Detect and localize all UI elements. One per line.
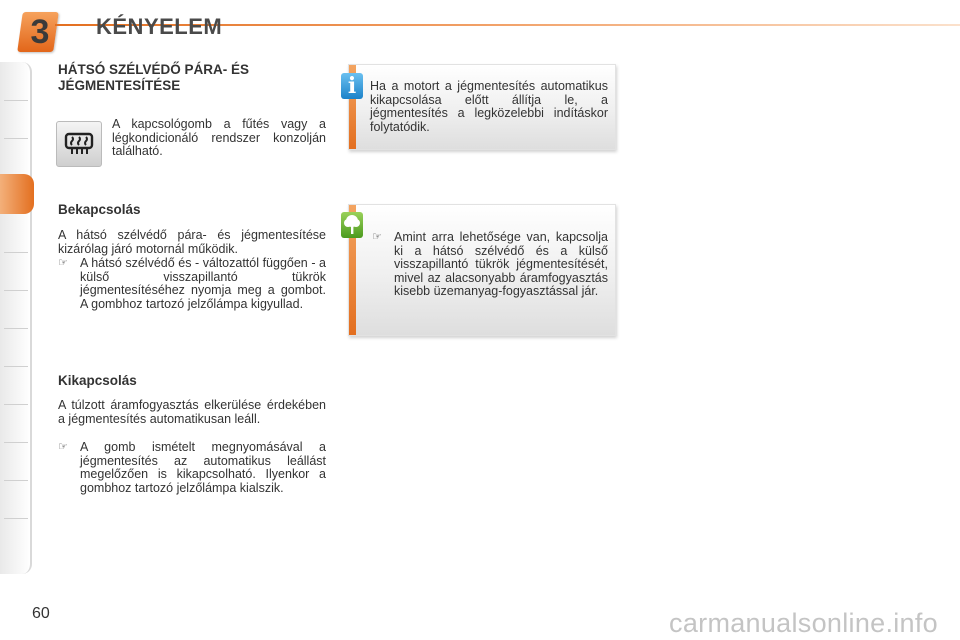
switch-on-bullet [58,257,326,311]
tab-separator [4,138,28,139]
tab-separator [4,252,28,253]
tab-separator [4,442,28,443]
switch-off-paragraph: A túlzott áramfogyasztás elkerülése érdekében a jégmentesítés automatikusan leáll. [58,398,326,426]
eco-tree-icon [341,212,363,238]
section-title-line-2: JÉGMENTESÍTÉSE [58,78,181,93]
info-icon: i [341,73,363,99]
rear-defrost-icon-graphic [63,131,95,157]
chapter-title: KÉNYELEM [96,14,223,39]
section-title [58,62,328,94]
tab-separator [4,290,28,291]
active-chapter-tab[interactable] [0,174,34,214]
eco-tree-icon-graphic [341,212,363,238]
tab-separator [4,518,28,519]
tab-separator [4,366,28,367]
eco-tip-bullet [372,231,608,299]
tab-separator [4,480,28,481]
intro-text: A kapcsológomb a fűtés vagy a légkondicionáló rendszer konzolján található. [112,117,326,158]
eco-tip-text: Amint arra lehetősége van, kapcsolja ki a hátsó szélvédő és a külső visszapillantó tükrök jégmentesítését, mivel az alacsonyabb áramfogyasztás kisebb üzemanyag-fogyasztással jár. [394,230,608,298]
chapter-tab-strip [0,62,34,576]
switch-off-bullet [58,441,326,495]
tab-separator [4,328,28,329]
section-title-line-1: HÁTSÓ SZÉLVÉDŐ PÁRA- ÉS [58,62,250,77]
pointing-hand-icon: ☞ [58,441,68,453]
rear-defrost-icon [56,121,102,167]
switch-on-bullet-text: A hátsó szélvédő és - változattól függően - a külső visszapillantó tükrök jégmentesítéséhez nyomja meg a gombot. A gombhoz tartozó jelzőlámpa kigyullad. [80,256,326,311]
chapter-number: 3 [30,13,50,51]
pointing-hand-icon: ☞ [58,257,68,269]
pointing-hand-icon: ☞ [372,231,382,243]
page-number: 60 [32,605,50,622]
switch-off-bullet-text: A gomb ismételt megnyomásával a jégmentesítés az automatikus leállást megelőzően is kikapcsolható. Ilyenkor a gombhoz tartozó jelzőlámpa kialszik. [80,440,326,495]
switch-off-heading: Kikapcsolás [58,373,137,388]
switch-on-paragraph: A hátsó szélvédő pára- és jégmentesítése kizárólag járó motornál működik. [58,228,326,256]
tab-separator [4,404,28,405]
switch-on-heading: Bekapcsolás [58,202,141,217]
tab-separator [4,100,28,101]
info-note-text: Ha a motort a jégmentesítés automatikus kikapcsolása előtt állítja le, a jégmentesítés a legközelebbi indításkor folytatódik. [370,79,608,134]
watermark: carmanualsonline.info [669,608,938,638]
